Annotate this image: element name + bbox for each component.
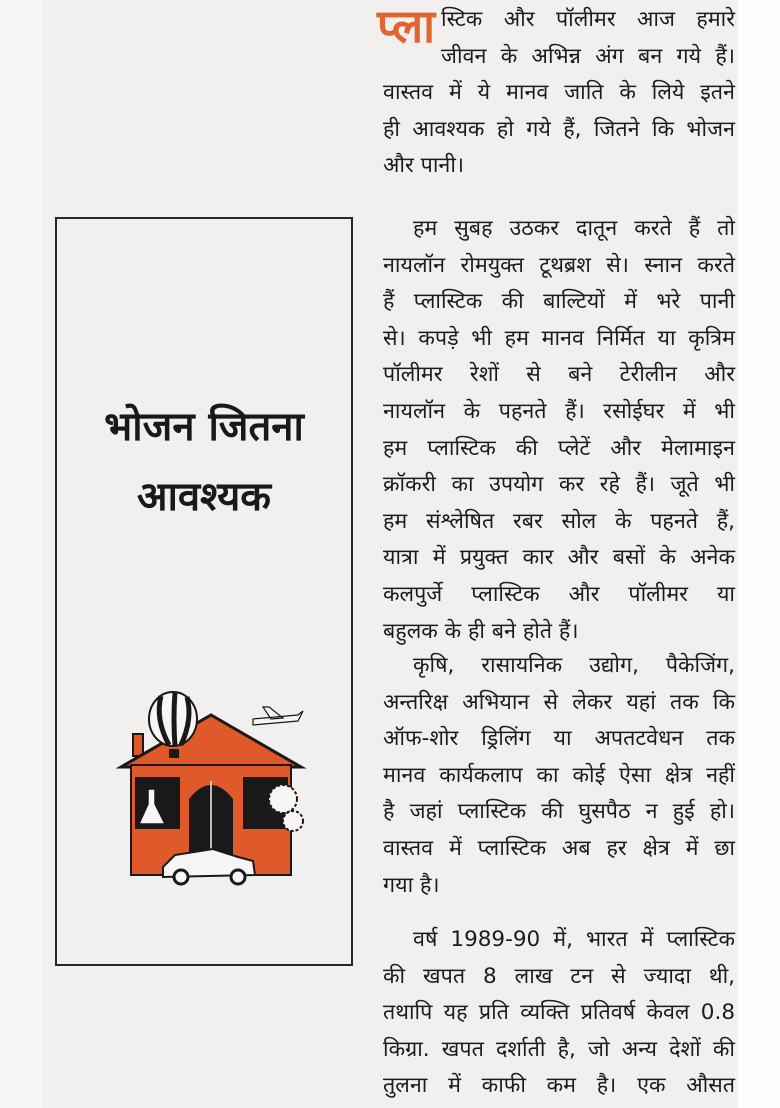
text-line: स्टिक और पॉलीमर आज हमारे bbox=[441, 7, 735, 32]
paragraph-4 bbox=[383, 922, 735, 1105]
text-line: क्रॉकरी का उपयोग कर रहे हैं। जूते भी bbox=[383, 472, 735, 498]
text-line: वर्ष 1989-90 में, भारत में प्लास्टिक bbox=[413, 927, 735, 952]
text-line: तथापि यह प्रति व्यक्ति प्रतिवर्ष केवल 0.8 bbox=[383, 1000, 735, 1026]
text-line: और पानी। bbox=[383, 153, 465, 179]
text-line: नायलॉन के पहनते हैं। रसोईघर में भी bbox=[383, 398, 735, 424]
paragraph-3 bbox=[383, 648, 735, 904]
text-line: से। कपड़े भी हम मानव निर्मित या कृत्रिम bbox=[383, 325, 735, 351]
text-line: हैं प्लास्टिक की बाल्टियों में भरे पानी bbox=[383, 289, 735, 315]
text-line: बहुलक के ही बने होते हैं। bbox=[383, 618, 579, 644]
text-line: ही आवश्यक हो गये हैं, जितने कि भोजन bbox=[383, 116, 735, 142]
text-line: वास्तव में प्लास्टिक अब हर क्षेत्र में छा bbox=[383, 835, 735, 861]
drop-cap: प्ला bbox=[377, 0, 436, 53]
house-illustration bbox=[103, 689, 313, 889]
sidebar-box bbox=[55, 217, 353, 966]
airplane-icon bbox=[253, 707, 303, 725]
text-line: पॉलीमर रेशों से बने टेरीलीन और bbox=[383, 362, 735, 388]
box-title-line-2: आवश्यक bbox=[136, 474, 272, 520]
text-line: मानव कार्यकलाप का कोई ऐसा क्षेत्र नहीं bbox=[383, 762, 735, 788]
text-line: नायलॉन रोमयुक्त टूथब्रश से। स्नान करते bbox=[383, 252, 735, 278]
text-line: ऑफ-शोर ड्रिलिंग या अपतटवेधन तक bbox=[383, 726, 735, 752]
text-line: कृषि, रासायनिक उद्योग, पैकेजिंग, bbox=[413, 653, 735, 678]
text-line: वास्तव में ये मानव जाति के लिये इतने bbox=[383, 80, 735, 106]
text-line: गया है। bbox=[383, 872, 440, 898]
text-line: कलपुर्जे प्लास्टिक और पॉलीमर या bbox=[383, 581, 735, 607]
text-line: हम प्लास्टिक की प्लेटें और मेलामाइन bbox=[383, 435, 735, 461]
page-right-margin bbox=[738, 0, 780, 1108]
text-line: यात्रा में प्रयुक्त कार और बसों के अनेक bbox=[383, 545, 735, 571]
text-line: जीवन के अभिन्न अंग बन गये हैं। bbox=[441, 43, 735, 69]
text-line: हम संश्लेषित रबर सोल के पहनते हैं, bbox=[383, 508, 735, 534]
paragraph-2 bbox=[383, 211, 735, 650]
text-line: की खपत 8 लाख टन से ज्यादा थी, bbox=[383, 963, 735, 989]
text-line: हम सुबह उठकर दातून करते हैं तो bbox=[413, 216, 735, 241]
text-line: तुलना में काफी कम है। एक औसत bbox=[383, 1073, 735, 1099]
paragraph-1 bbox=[383, 2, 735, 185]
text-line: अन्तरिक्ष अभियान से लेकर यहां तक कि bbox=[383, 689, 735, 715]
text-line: किग्रा. खपत दर्शाती है, जो अन्य देशों की bbox=[383, 1036, 735, 1062]
page-left-margin bbox=[0, 0, 42, 1108]
box-title-line-1: भोजन जितना bbox=[104, 404, 304, 450]
text-line: है जहां प्लास्टिक की घुसपैठ न हुई हो। bbox=[383, 799, 735, 825]
